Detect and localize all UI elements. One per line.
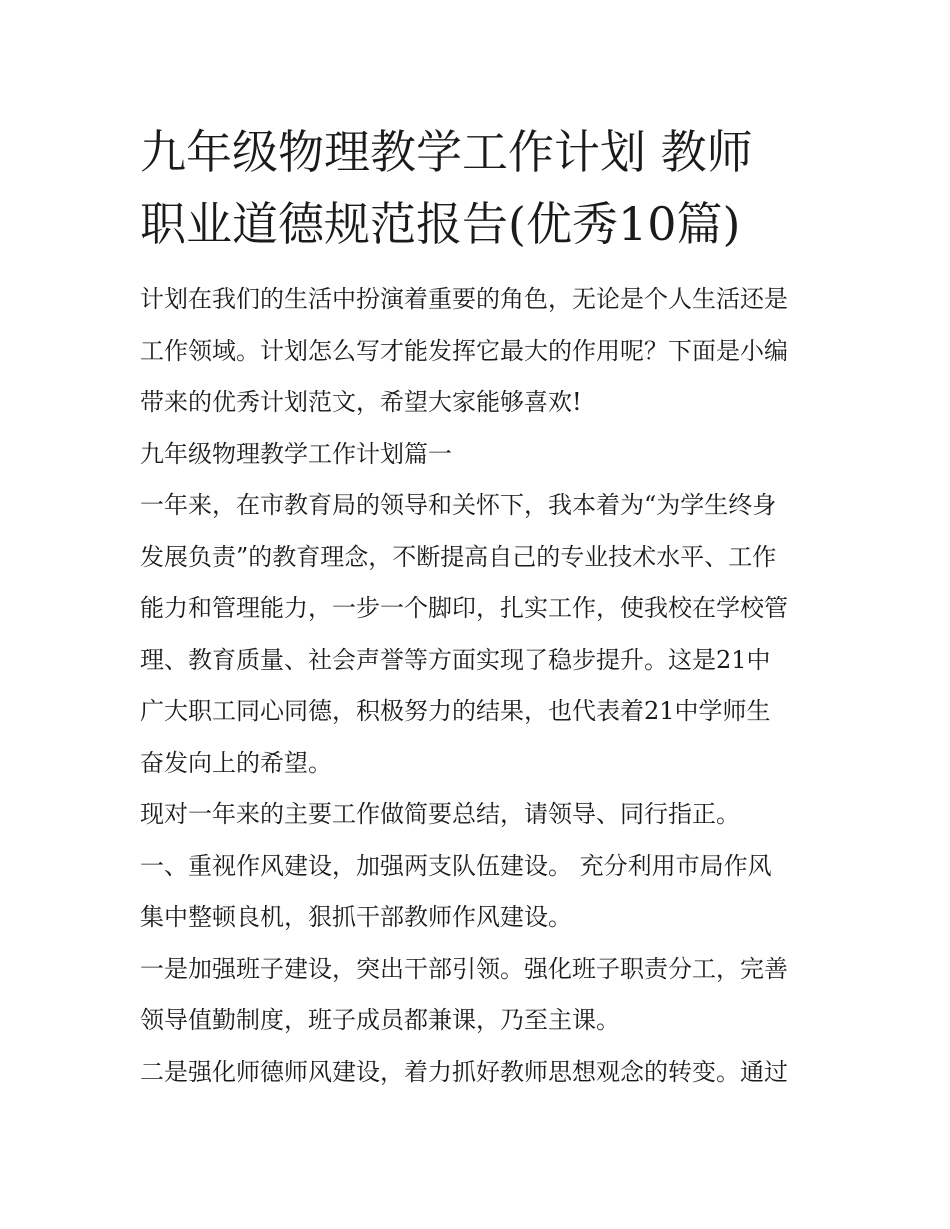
text-line: 一是加强班子建设，突出干部引领。强化班子职责分工，完善 — [140, 954, 788, 983]
document-title — [140, 116, 820, 260]
text-line: 现对一年来的主要工作做简要总结，请领导、同行指正。 — [140, 800, 740, 828]
section-heading — [140, 429, 820, 481]
body-paragraph — [140, 841, 820, 944]
text-line: 理、教育质量、社会声誉等方面实现了稳步提升。这是21中 — [140, 645, 771, 674]
document-body — [140, 274, 820, 1098]
title-line: 职业道德规范报告(优秀10篇) — [140, 197, 741, 251]
text-line: 集中整顿良机，狠抓干部教师作风建设。 — [140, 903, 572, 931]
intro-paragraph — [140, 274, 820, 429]
title-line: 九年级物理教学工作计划 教师 — [140, 125, 753, 179]
body-paragraph — [140, 1047, 820, 1099]
text-line: 九年级物理教学工作计划篇一 — [140, 439, 452, 468]
text-line: 计划在我们的生活中扮演着重要的角色，无论是个人生活还是 — [140, 285, 788, 313]
body-paragraph — [140, 480, 820, 789]
text-line: 二是强化师德师风建设，着力抓好教师思想观念的转变。通过 — [140, 1057, 788, 1086]
text-line: 一、重视作风建设，加强两支队伍建设。 充分利用市局作风 — [140, 851, 772, 880]
text-line: 奋发向上的希望。 — [140, 748, 332, 777]
text-line: 领导值勤制度，班子成员都兼课，乃至主课。 — [140, 1006, 620, 1034]
body-paragraph — [140, 789, 820, 841]
text-line: 一年来，在市教育局的领导和关怀下，我本着为“为学生终身 — [140, 491, 777, 519]
text-line: 工作领域。计划怎么写才能发挥它最大的作用呢？下面是小编 — [140, 336, 788, 365]
body-paragraph — [140, 944, 820, 1047]
text-line: 发展负责”的教育理念，不断提高自己的专业技术水平、工作 — [140, 542, 777, 571]
text-line: 带来的优秀计划范文，希望大家能够喜欢! — [140, 388, 582, 416]
text-line: 广大职工同心同德，积极努力的结果，也代表着21中学师生 — [140, 697, 771, 725]
text-line: 能力和管理能力，一步一个脚印，扎实工作，使我校在学校管 — [140, 594, 788, 622]
